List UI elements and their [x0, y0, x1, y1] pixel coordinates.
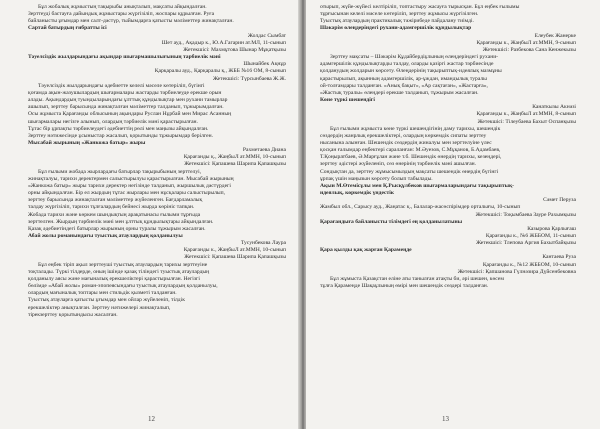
- text-line: Жетекшісі: Махмұтова Шынар Мұқатқызы: [183, 46, 286, 53]
- section-heading: идеялық, көркемдік үндестік: [320, 190, 395, 197]
- text-line: Кантаева Руза: [542, 254, 576, 261]
- text-line: Бұл жобалық жұмыстың тақырыбы анықталып, мақсаты айқындалған.: [38, 4, 207, 10]
- text-line: Қарағанды к., ЖаңбыЛ ат.ММН, 9-сынып: [476, 39, 576, 46]
- text-line: Жетекшісі: Қапашева Шарипа Қапашқызы: [184, 254, 286, 261]
- text-line: Жетекшісі: Разбекова Сана Кенжекызы: [482, 46, 576, 53]
- text-line: қарастырылып, ақынның адамгершілік, ар-ұждан, имандылық туралы: [320, 75, 487, 82]
- text-line: Жетекшісі: Тоқымбаева Зауре Рахымқызы: [475, 211, 576, 218]
- section-heading: Ақын М.Өтемісұлы мен Қ.Рысқұлбеков шығармаларындағы тақырыптық-: [320, 182, 515, 189]
- text-line: Тәуелсіздік жылдарындағы әдебиетте келелі мәселе көтеріліп, бүгінгі: [38, 82, 205, 89]
- text-line: Қарқаралы ауд., Қарқаралы қ., ЖББ №16 ОМ, 8-сынып: [154, 68, 286, 75]
- text-line: Тұтас бір ұрпақты тәрбиелеудегі әдебиеттің рөлі мен маңызы айқындалған.: [28, 125, 209, 132]
- text-line: зерттелген. Жырдың тәрбиелік мәні мен ұлттық құндылықтары айқындалған.: [28, 218, 214, 225]
- text-line: адамгершілік құндылықтарды талдау, оларды қазіргі жастар тәрбиесінде: [320, 61, 494, 68]
- text-line: Туыстық атауларға қатысты ұғымдар мен ойлар жүйеленіп, тілдік: [28, 297, 185, 304]
- section-heading: Қарағандыға байланысты тілімдегі ең қолданылатыны: [320, 218, 463, 225]
- text-line: Зерттеу нәтижесінде ұсыныстар жасалып, қорытынды тұжырымдар берілген.: [28, 132, 214, 139]
- page-number-left: 12: [148, 415, 155, 423]
- section-heading: Қара қылды қақ жарған Қарамеңде: [320, 247, 412, 254]
- text-line: тұлға Қарамеңде Шақаұлының өмірі мен шешендік сөздері талданған.: [320, 283, 489, 290]
- section-heading: Абай жолы романындағы туыстық атаулардың қолданылуы: [28, 233, 183, 239]
- left-page-text: [28, 4, 286, 319]
- text-line: Канаткызы Акнәзі: [532, 104, 576, 111]
- text-line: талдау жүргізіліп, тарихи тұлғалардың бейнесі жырда көрініс тапқан.: [28, 204, 195, 211]
- text-line: Қазақ әдебиетіндегі батырлар жырының орны туралы тұжырым жасалған.: [28, 225, 206, 232]
- text-line: ұрпақ үшін маңызын көрсету болып табылады.: [320, 175, 433, 182]
- text-line: Қарағанды к., №6 ЖББОМ, 11-сынып: [485, 233, 576, 239]
- text-line: Жетекшісі: Тілеубаева Бахыт Оспанқызы: [477, 118, 576, 125]
- text-line: зерттеу әдістері жүйеленіп, сөз өнерінің тәрбиелік мәні ашылған.: [320, 161, 477, 168]
- text-line: Қарағанды к., №12 ЖББОМ, 10-сынып: [482, 261, 576, 268]
- section-heading: Сартай батырдың ғибратты ісі: [28, 25, 107, 32]
- text-line: Тусунбекова Лаура: [240, 240, 286, 247]
- text-line: Жолдас Сымбат: [247, 32, 286, 39]
- text-line: қоғамда ақын-жазушылардың шығармалары жастарды тәрбиелеуде ерекше орын: [28, 89, 222, 96]
- text-line: Жетекшісі: Тлепова Аргия Бахытбайқызы: [476, 240, 576, 247]
- text-line: отырып, жүйе-жүйесі келтіріліп, топтастыру жасауға тырысқан. Бұл еңбек ғылымы: [320, 4, 520, 10]
- text-line: қолданылу аясы және мағыналық ерекшеліктері қарастырылған. Негізгі: [28, 275, 200, 282]
- section-heading: Тәуелсіздік жылдарындағы ақындар шығармашылығының тарбиелік мәні: [28, 54, 221, 61]
- text-line: шығармалары негізге алынып, олардың тәрбиелік мәні қарастырылған.: [28, 118, 198, 125]
- text-line: Бұл ғылыми жұмыста көне түркі шешендігінің даму тарихы, шешендік: [330, 125, 501, 132]
- text-line: Жетекшісі: Түрсынбаева Ж.Ж.: [212, 75, 286, 82]
- text-line: Сәмет Перуза: [543, 197, 576, 204]
- text-line: зерттеу барысында жинақталған мәліметтер жүйеленген. Бағдарламалық: [28, 197, 203, 204]
- right-page-text: [320, 4, 576, 290]
- text-line: тұрғысынан келелі мәселе көтеріліп, зерттеу жұмысы жүргізілген.: [320, 11, 479, 18]
- text-line: Бұл еңбек тіріп ақыл зерттеуші туыстық атаулардың тарихы зерттеуіне: [38, 261, 208, 268]
- text-line: «Жанкожа батыр» жыры тарихи деректер негізінде талданып, жыршылық дәстүрдегі: [28, 182, 231, 189]
- text-line: олардың мағыналық топтары мен стильдік қызметі талданған.: [28, 290, 177, 297]
- text-line: Қарағанды к., ЖаңбыЛ ат.ММН, 8-сынып: [476, 111, 576, 118]
- text-line: «Жастық туралы» өлеңдері ерекше талданып, тұжырым жасалған.: [320, 89, 479, 96]
- text-line: Жамбыл обл., Сарысу ауд., Жаңатас қ., Балалар-жасөспірімдер орталығы, 10-сынып: [320, 204, 521, 211]
- text-line: Жетекшісі: Қапшанова Гүлнәзира Дүйсенбековна: [457, 268, 576, 275]
- text-line: Сондықтан да, зерттеу жұмысымыздың мақсаты шешендік өнердің бүгінгі: [320, 168, 499, 175]
- text-line: Т.Қоңыратбаев, Ә.Марғұлан және т.б. Шешендік өнердің тарихы, кезеңдері,: [320, 154, 502, 161]
- text-line: бөлімде «Абай жолы» роман-эпопеясындағы туыстық атаулардың қолданылуы,: [28, 283, 218, 290]
- text-line: Осы жұмыста Қарағанды облысының ақындары Руслан Нұрбай мен Мирас Асанның: [28, 111, 232, 118]
- text-line: Шынайбек Ақнұр: [243, 61, 286, 68]
- text-line: Казырова Қарлығаш: [527, 225, 576, 232]
- text-line: алады. Ақындардың туындыларындағы ұлттық құндылықтар мен рухани тамырлар: [28, 97, 228, 104]
- text-line: Елеубек Жанерке: [534, 32, 576, 39]
- text-line: тірекзерттеу қорытындысы жасалған.: [28, 311, 118, 318]
- text-line: қосқан ғалымдар еңбектері сараланған: М.Әуезов, С.Мұқанов, Б.Адамбаев,: [320, 147, 501, 154]
- text-line: Қарағанды қ., ЖаңбыЛ ат.ММН, 10-сынып: [183, 154, 286, 161]
- text-line: нысанына алынған. Шешендік сөздердің жиналуы мен зерттелуіне үлес: [320, 139, 492, 146]
- section-heading: Мысабай жырының «Жанкожа батыр» жыры: [28, 139, 146, 146]
- text-line: Жетекшісі: Қапашева Шарипа Қапашқызы: [184, 161, 286, 168]
- text-line: байланысты ұғымдар мен салт-дәстүр, тыйымдарға қатысты мәліметтер жинақталған.: [28, 18, 234, 25]
- text-line: ерекшеліктер анықталған. Зерттеу нәтижелері жинақталып,: [28, 304, 171, 311]
- text-line: Шет ауд., Ақадыр к., Ю.А.Гагарин ат.МЛ, 11-сынып: [161, 39, 286, 46]
- text-line: тоқталады. Түркі тілдерде, оның ішінде қазақ тіліндегі туыстық атаулардың: [28, 268, 210, 275]
- text-line: Жобада тарихи және көркем шындықтың арақатынасы ғылыми тұрғыда: [28, 211, 201, 218]
- text-line: Зерттеу мақсаты – Шәкәрім Құдайбердіұлының өлеңдеріндегі рухани-: [330, 54, 499, 61]
- right-page: [306, 0, 600, 429]
- text-line: сөздердің жанрлық ерекшеліктері, олардың көркемдік сипаты зерттеу: [320, 132, 487, 139]
- text-line: Рахметаева Диана: [242, 147, 286, 154]
- text-line: Бұл ғылыми жобада жырлардағы батырлар тақырыбының зерттелуі,: [38, 168, 202, 175]
- page-number-right: 13: [442, 415, 449, 423]
- section-heading: Көне түркі шешендігі: [320, 97, 375, 104]
- text-line: орны айқындалған. Бір ел жырдың тұтас жырлары мен нұсқалары салыстырылып,: [28, 190, 226, 197]
- text-line: Зерттеуді бастауға дайындық жұмыстары жүргізіліп, жоспары құрылған. Руға: [28, 11, 215, 18]
- text-line: қолданудың жолдарын көрсету. Өлеңдерінің тақырыптық-идеялық мазмұны: [320, 68, 502, 75]
- section-heading: Шәкәрім өлеңдеріндегі рухани-адамгершілік құндылықтар: [320, 25, 472, 32]
- text-line: Қарағанды к., ЖаңбыЛ ат.ММН, 10-сынып: [183, 247, 286, 254]
- text-line: ашылып, зерттеу барысында жинақталған мәліметтер талданып, тұжырымдалған.: [28, 104, 224, 111]
- text-line: ой-толғамдары талданған. «Анық бақыт», «Ар сақтаған», «Жастарға»,: [320, 82, 488, 89]
- text-line: Туыстық атаулардың практикалық тәжірибеде пайдалану тиімді.: [320, 18, 474, 25]
- text-line: жинақталуы, тарихи деректермен салыстырылуы қарастырылған. Мысабай жырының: [28, 175, 234, 182]
- text-line: Бұл жұмыста Қазақстан еліне аты танылған атақты би, әрі шешен, көсем: [330, 275, 504, 282]
